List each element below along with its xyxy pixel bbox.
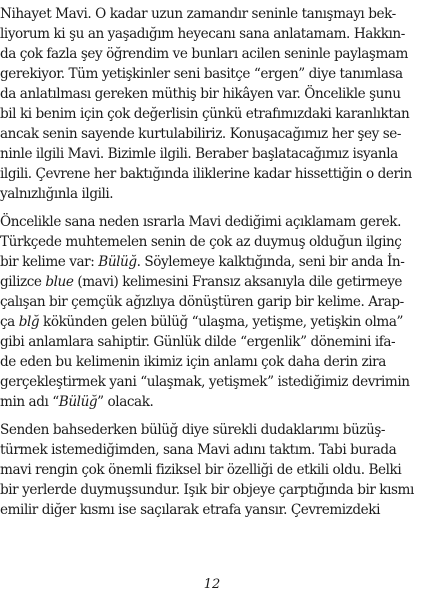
text-line: liyorum ki şu an yaşadığım heyecanı sana anlatamam. Hakkın- (0, 26, 405, 42)
text-line: gerekiyor. Tüm yetişkinler seni basitçe “ergen” diye tanımlasa (0, 66, 403, 82)
page-number: 12 (203, 577, 221, 592)
text-line: türmek istemediğimden, sana Mavi adını taktım. Tabi burada (0, 442, 397, 458)
text-line: bir yerlerde duymuşsundur. Işık bir objeye çarptığında bir kısmı (0, 482, 414, 498)
text-line: mavi rengin çok önemli fiziksel bir özelliği de etkili oldu. Belki (0, 462, 402, 478)
text-line: da anlatılması gereken müthiş bir hikâyen var. Öncelikle şunu (0, 86, 401, 102)
text-line: bil ki benim için çok değerlisin çünkü etrafımızdaki karanlıktan (0, 106, 410, 122)
text-line: de eden bu kelimenin ikimiz için anlamı çok daha derin zira (0, 354, 386, 370)
text-line: da çok fazla şey öğrendim ve bunları acilen seninle paylaşmam (0, 46, 409, 62)
text-line: Nihayet Mavi. O kadar uzun zamandır seninle tanışmayı bek- (0, 6, 396, 22)
body-text (0, 4, 424, 520)
text-line: emilir diğer kısmı ise saçılarak etrafa yansır. Çevremizdeki (0, 502, 380, 518)
text-line: ilgili. Çevrene her baktığında iliklerine kadar hissettiğin o derin (0, 166, 412, 182)
text-line: yalnızlığınla ilgili. (0, 186, 114, 202)
text-line: ancak senin sayende kurtulabiliriz. Konuşacağımız her şey se- (0, 126, 402, 142)
text-line: min adı “Bülüğ” olacak. (0, 394, 154, 410)
paragraph-3 (0, 420, 424, 520)
text-line: çalışan bir çemçük ağızlıya dönüştüren garip bir kelime. Arap- (0, 294, 404, 310)
text-line: Senden bahsederken bülüğ diye sürekli dudaklarımı büzüş- (0, 422, 386, 438)
text-line: gilizce blue (mavi) kelimesini Fransız aksanıyla dile getirmeye (0, 274, 403, 290)
text-line: gibi anlamlara sahiptir. Günlük dilde “ergenlik” dönemini ifa- (0, 334, 396, 350)
text-line: ninle ilgili Mavi. Bizimle ilgili. Beraber başlatacağımız isyanla (0, 146, 398, 162)
paragraph-1 (0, 4, 424, 204)
text-line: gerçekleştirmek yani “ulaşmak, yetişmek” istediğimiz devrimin (0, 374, 410, 390)
paragraph-2 (0, 212, 424, 412)
text-line: Türkçede muhtemelen senin de çok az duymuş olduğun ilginç (0, 234, 402, 250)
text-line: Öncelikle sana neden ısrarla Mavi dediğimi açıklamam gerek. (0, 214, 401, 230)
text-line: bir kelime var: Bülüğ. Söylemeye kalktığında, seni bir anda İn- (0, 254, 405, 270)
text-line: ça blğ kökünden gelen bülüğ “ulaşma, yetişme, yetişkin olma” (0, 314, 404, 330)
